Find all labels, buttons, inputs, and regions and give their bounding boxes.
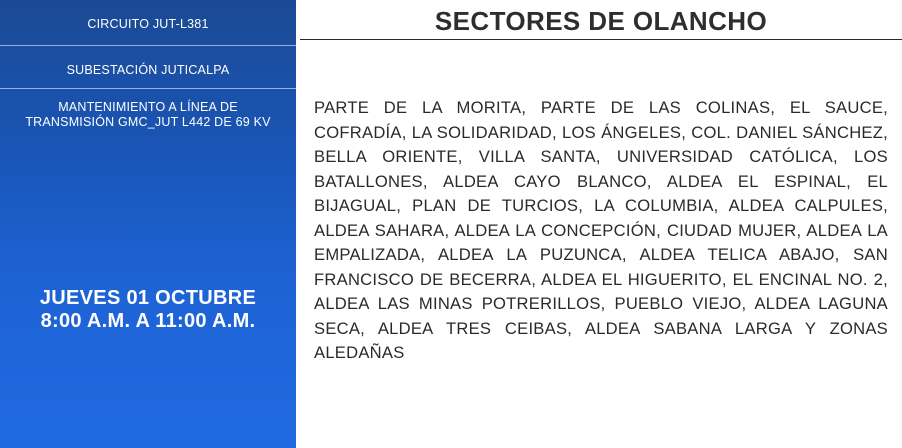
left-info-panel	[0, 0, 296, 448]
maintenance-line-1: MANTENIMIENTO A LÍNEA DE	[58, 100, 238, 114]
panel-divider	[296, 0, 300, 448]
circuit-label: CIRCUITO JUT-L381	[87, 17, 209, 31]
outage-date: JUEVES 01 OCTUBRE	[39, 287, 257, 309]
substation-label: SUBESTACIÓN JUTICALPA	[66, 63, 230, 77]
row-divider	[0, 88, 296, 89]
outage-time: 8:00 A.M. A 11:00 A.M.	[40, 310, 256, 332]
maintenance-line-2: TRANSMISIÓN GMC_JUT L442 DE 69 KV	[25, 115, 271, 129]
title-bar	[300, 0, 902, 40]
sectors-list: PARTE DE LA MORITA, PARTE DE LAS COLINAS, EL SAUCE, COFRADÍA, LA SOLIDARIDAD, LOS ÁNGELES, COL. DANIEL SÁNCHEZ, BELLA ORIENTE, VILLA SANTA, UNIVERSIDAD CATÓLICA, LOS BATALLONES, ALDEA CAYO BLANCO, ALDEA EL ESPINAL, EL BIJAGUAL, PLAN DE TURCIOS, LA COLUMBIA, ALDEA CALPULES, ALDEA SAHARA, ALDEA LA CONCEPCIÓN, CIUDAD MUJER, ALDEA LA EMPALIZADA, ALDEA LA PUZUNCA, ALDEA TELICA ABAJO, SAN FRANCISCO DE BECERRA, ALDEA EL HIGUERITO, EL ENCINAL NO. 2, ALDEA LAS MINAS POTRERILLOS, PUEBLO VIEJO, ALDEA LAGUNA SECA, ALDEA TRES CEIBAS, ALDEA SABANA LARGA Y ZONAS ALEDAÑAS	[314, 98, 888, 362]
page-title: SECTORES DE OLANCHO	[434, 6, 768, 36]
row-divider	[0, 45, 296, 46]
